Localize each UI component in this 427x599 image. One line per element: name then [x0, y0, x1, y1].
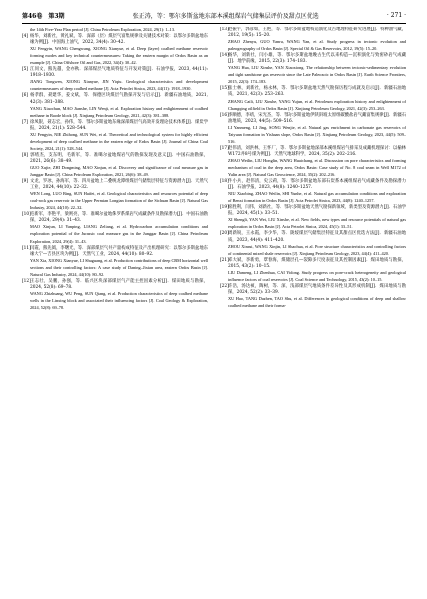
reference-text: YANG Xiaochun, MAO Jianshe, LIN Wenji, et al. Exploration history and enlightenment of coalbed methane in Baode block [J]. Xinjiang Petroleum Geology, 2021, 42(3): 381–388. [30, 105, 208, 118]
reference-entry [220, 258, 406, 270]
reference-entry [22, 191, 208, 212]
reference-entry [220, 65, 406, 86]
reference-entry [220, 27, 406, 39]
reference-text: GUO Xujie, ZHI Dongming, MAO Xinjun, et al. Discovery and significance of coal measure gas in Junggar Basin [J]. China Petroleum Exploration, 2021, 26(6): 38–49. [30, 164, 208, 178]
reference-text: 牛小兵，赵伟清，史云莉，等．鄂尔多斯盆地东部石炭系本溪组煤岩气成藏条件及勘探潜力[J]．石油学报，2023, 44(8): 1240–1257. [228, 179, 406, 191]
reference-entry [220, 231, 406, 243]
reference-text: ZHOU Xinrui, WANG Xinjin, LI Shaohua, et al. Pore structure characteristics and controlling factors of continental mixed shale reservoirs [J]. Xinjiang Petroleum Geology, 2023, 44(4): 411–420. [228, 243, 406, 256]
reference-text: 席胜利，闫伟，刘新社，等．鄂尔多斯盆地天然气勘探新领域、新类型及资源潜力[J]．石油学报，2024, 45(1): 33–51. [228, 205, 406, 217]
reference-number: [11] [22, 245, 31, 251]
reference-text: YAN Xia, XIONG Xianyue, LI Shuguang, et al. Production contributions of deep CBM horizontal well sections and their controlling factors: A case study of Daning–Jixian area, eastern Ordos Basin [J]. Natural Gas Industry, 2024, 44(10): 80–92. [30, 257, 208, 277]
reference-entry [22, 179, 208, 191]
reference-number: [21] [220, 257, 229, 263]
reference-entry [220, 179, 406, 191]
reference-entry [220, 191, 406, 205]
reference-entry [22, 258, 208, 279]
reference-entry [22, 212, 208, 224]
reference-text: 赵伟清，刘洪林，王怀厂，等．鄂尔多斯盆地深部本溪组煤岩气排采及成藏机理探讨：以榆林W172井8号煤为例[J]．天然气地球科学，2024, 35(2): 202–216. [228, 145, 406, 157]
running-title: 张正涛，等：鄂尔多斯盆地东部本溪组煤岩气储集层评价及甜点区优选 [132, 12, 319, 20]
reference-text: 杨华，刘新社，黄礼斌，等．深部（层）煤层气富集规律及关键技术对策：以鄂尔多斯盆地东缘为例[J]．中国海上油气，2022, 34(4): 30–42. [30, 34, 208, 46]
reference-number: [18] [220, 179, 229, 185]
reference-text: 闫霞，熊先钺，李曙光，等．深部煤层气井产量构成特征及产出机理研究：以鄂尔多斯盆地东缘大宁—吉县区块为例[J]．天然气工业，2024, 44(10): 80–92. [30, 245, 208, 257]
reference-text: ZHAO Weilin, LIU Honglin, WANG Huaichang, et al. Discussion on pore characteristics and forming mechanism of coal in the deep area, Ordos Basin: Case study of No. 8 coal seam in Well M172 of Yulin area [J]. Natural Gas Geoscience, 2024, 35(2): 202–216. [228, 157, 406, 178]
reference-entry [22, 291, 208, 312]
reference-entry [22, 165, 208, 179]
reference-text: XI Shengli, YAN Wei, LIU Xinshe, et al. New fields, new types and resource potentials of natural gas exploration in Ordos Basin [J]. Acta Petrolei Sinica, 2024, 45(1): 33–51. [228, 217, 406, 230]
reference-entry [22, 279, 208, 291]
reference-text: ZHANG Caili, LIU Xinshe, YANG Yujun, et al. Petroleum exploration history and enlightenment of Changqing oilfield in Ordos Basin [J]. Xinjiang Petroleum Geology, 2021, 42(3): 253–263. [228, 98, 406, 111]
reference-entry [22, 93, 208, 105]
reference-entry [22, 27, 208, 34]
reference-text: 邓大斌，李新勇，覃春海，煤储层孔—裂隙多尺度表征及其控制因素[J]．煤田地质与勘探，2015, 43(2): 10–15. [228, 257, 406, 269]
reference-entry [22, 67, 208, 79]
reference-text: WANG Zhizhuang, WU Peng, SUN Qiang, et al. Production characteristics of deep coalbed methane wells in the Linxing block and associated their influencing factors [J]. Coal Geology & Exploration, 2024, 52(8): 69–78. [30, 290, 208, 310]
reference-text: 文龙，罗冰，孙海军，等．四川盆地上二叠统龙潭组煤层气储集层特征与资源潜力[J]．天然气工业，2024, 44(10): 22–32. [30, 179, 208, 191]
reference-entry [22, 34, 208, 46]
reference-entry [220, 86, 406, 98]
reference-number: [17] [220, 145, 229, 151]
reference-text: 张士林，刘新社，杨永林，等．鄂尔多斯盆地天然气勘探历程与成就及启示[J]．新疆石油地质，2021, 42(3): 253–263. [228, 86, 406, 98]
reference-entry [220, 205, 406, 217]
reference-entry [220, 39, 406, 53]
reference-number: [5] [22, 67, 29, 73]
reference-entry [22, 224, 208, 245]
reference-entry [22, 120, 208, 132]
reference-text: ZHAO Zhenyu, GUO Yanru, WANG Yan, et al. Study progress in tectonic evolution and paleogeography of Ordos Basin [J]. Special Oil & Gas Reservoirs, 2012, 19(5): 15–20. [228, 39, 406, 52]
reference-text: 郭绪杰，支东明，毛新军，等．准噶尔盆地煤岩气的勘探发现及意义[J]．中国石油勘探，2021, 26(6): 38–49. [30, 152, 208, 164]
reference-entry [220, 125, 406, 146]
reference-number: [20] [220, 231, 229, 237]
reference-number: [8] [22, 152, 29, 158]
reference-number: [19] [220, 205, 229, 211]
reference-text: the 14th Five-Year Plan period [J]. China Petroleum Exploration, 2024, 29(1): 1–13. [30, 27, 176, 32]
reference-text: 江同文，熊先越，金亦秋．深部煤层气地质特征与开发对策[J]．石油学报，2023, 44(11): 1918–1930. [30, 67, 208, 79]
reference-entry [220, 99, 406, 113]
reference-number: [9] [22, 179, 29, 185]
header-rule [22, 23, 406, 24]
reference-entry [22, 106, 208, 120]
reference-text: 毛新军，李艳平，梁则亮，等．准噶尔盆地侏罗系煤岩气成藏条件及勘探潜力[J]．中国石油勘探，2024, 29(4): 31–43. [30, 212, 208, 224]
reference-text: XU Fengyin, NIE Zhihong, SUN Wei, et al. Theoretical and technological system for highly efficient development of deep coalbed methane in the eastern edge of Erdos Basin [J]. Journal of China Coal Society, 2024, 21(1): 528–544. [30, 131, 208, 151]
reference-number: [12] [22, 278, 31, 284]
reference-number: [10] [22, 212, 31, 218]
reference-entry [220, 244, 406, 258]
reference-text: 许浩，汤达祯，陶树，等．深、浅部煤层气地质条件差异性及其形成机制[J]．煤田地质与勘探，2024, 52(2): 33–39. [228, 283, 406, 295]
reference-number: [13] [220, 27, 229, 32]
reference-entry [22, 79, 208, 93]
reference-text: 杨孝群，聂建华，姜文斌，等．保德区块煤层气勘探开发与启示[J]．新疆石油地质，2021, 42(3): 381–388. [30, 93, 208, 105]
reference-text: WEN Long, LUO Bing, SUN Haifei, et al. Geological characteristics and resources potential of deep coal-rock gas reservoir in the Upper Permian Longtan formation of the Sichuan Basin [J]. Natural Gas Industry, 2024, 44(10): 22–32. [30, 191, 208, 211]
page-number: · 271 · [386, 11, 406, 19]
reference-number: [15] [220, 86, 229, 92]
reference-entry [22, 153, 208, 165]
references-body [22, 27, 406, 587]
reference-text: LIU Dameng, LI Zhenhua, CAI Yidong. Study progress on pore-crack heterogeneity and geological influence factors of coal reservoirs [J]. Coal Science and Technology, 2015, 43(2): 10–15. [228, 269, 406, 282]
reference-text: 杨华，刘新社，闫小雄，等．鄂尔多斯盆地晚古生代以来构造—沉积演化与致密砂岩气成藏[J]．地学前缘，2015, 22(3): 174–183. [228, 53, 406, 65]
reference-text: YANG Hua, LIU Xinshe, YAN Xiaoxiong. The relationship between tectonic-sedimentary evolution and tight sandstone gas reservoir since the Late Paleozoic in Ordos Basin [J]. Earth Science Frontiers, 2015, 22(3): 174–183. [228, 65, 406, 85]
journal-volume: 第46卷 第3期 [22, 12, 65, 20]
reference-entry [220, 53, 406, 65]
references-left-column [22, 27, 208, 587]
reference-text: XU Fengyin, WANG Chengwang, XIONG Xianyue, et al. Deep (layer) coalbed methane reservoir forming modes and key technical countermeasures: Taking the eastern margin of Ordos Basin as an example [J]. China Offshore Oil and Gas, 2022, 34(4): 30–42. [30, 46, 208, 66]
reference-number: [4] [22, 34, 29, 40]
reference-entry [220, 270, 406, 284]
reference-text: NIU Xiaobing, ZHAO Weilin, SHI Yunhe, et al. Natural gas accumulation conditions and exploration of Benxi formation in Ordos Basin [J]. Acta Petrolei Sinica, 2023, 44(8): 1240–1257. [228, 191, 406, 204]
page-header [22, 9, 406, 21]
reference-entry [22, 132, 208, 153]
reference-text: XU Hao, TANG Dazhen, TAO Shu, et al. Differences in geological conditions of deep and shallow coalbed methane and their forma- [228, 295, 406, 308]
reference-text: 李顺德，李靖，宋光杰，等．鄂尔多斯盆地伊陕斜坡太原组碳酸盐岩气藏富集规律[J]．新疆石油地质，2023, 44(5): 509–516. [228, 112, 406, 124]
reference-number: [6] [22, 93, 29, 99]
reference-text: LI Yanmeng, LI Jing, SONG Wenjie, et al. Natural gas enrichment in carbonate gas reservoirs of Taiyuan formation in Yishaan slope, Ordos Basin [J]. Xinjiang Petroleum Geology, 2023, 44(5): 509–516. [228, 124, 406, 144]
reference-entry [220, 296, 406, 310]
reference-text: 王志壮，吴鹏，孙强，等．临兴区块深部煤层气产能主控因素分析[J]．煤田地质与勘探，2024, 52(8): 69–78. [30, 278, 208, 290]
reference-entry [220, 146, 406, 158]
reference-text: JIANG Tongwen, XIONG Xianyue, JIN Yiqiu. Geological characteristics and development countermeasures of deep coalbed methane [J]. Acta Petrolei Sinica, 2023, 44(11): 1918–1930. [30, 79, 208, 92]
reference-entry [220, 113, 406, 125]
reference-number: [16] [220, 112, 229, 118]
reference-entry [220, 158, 406, 179]
references-right-column [220, 27, 406, 587]
reference-number: [14] [220, 53, 229, 59]
reference-entry [22, 246, 208, 258]
reference-text: 周新锐，王永霞，李少华，等．陇绥煤层气储集层特征及其甜点区优选方法[J]．新疆石油地质，2023, 44(4): 411–420. [228, 231, 406, 243]
reference-number: [7] [22, 119, 29, 125]
reference-entry [220, 217, 406, 231]
reference-number: [22] [220, 283, 229, 289]
reference-entry [220, 284, 406, 296]
reference-text: MAO Xinjun, LI Yanping, LIANG Zeliang, et al. Hydrocarbon accumulation conditions and exploration potential of the Jurassic coal measure gas in the Junggar Basin [J]. China Petroleum Exploration, 2024, 29(4): 31–43. [30, 224, 208, 244]
reference-text: 徐凤银，聂志宏，孙伟，等．鄂尔多斯盆地东缘深部煤层气高效开发理论技术体系[J]．煤炭学报，2024, 21(1): 528–544. [30, 119, 208, 131]
reference-text: 赵振宇，郭彦如，王艳，等．鄂尔多斯盆地构造演化及古地理特征研究进展[J]．特种油气藏，2012, 19(5): 15–20. [228, 27, 406, 39]
reference-entry [22, 46, 208, 67]
